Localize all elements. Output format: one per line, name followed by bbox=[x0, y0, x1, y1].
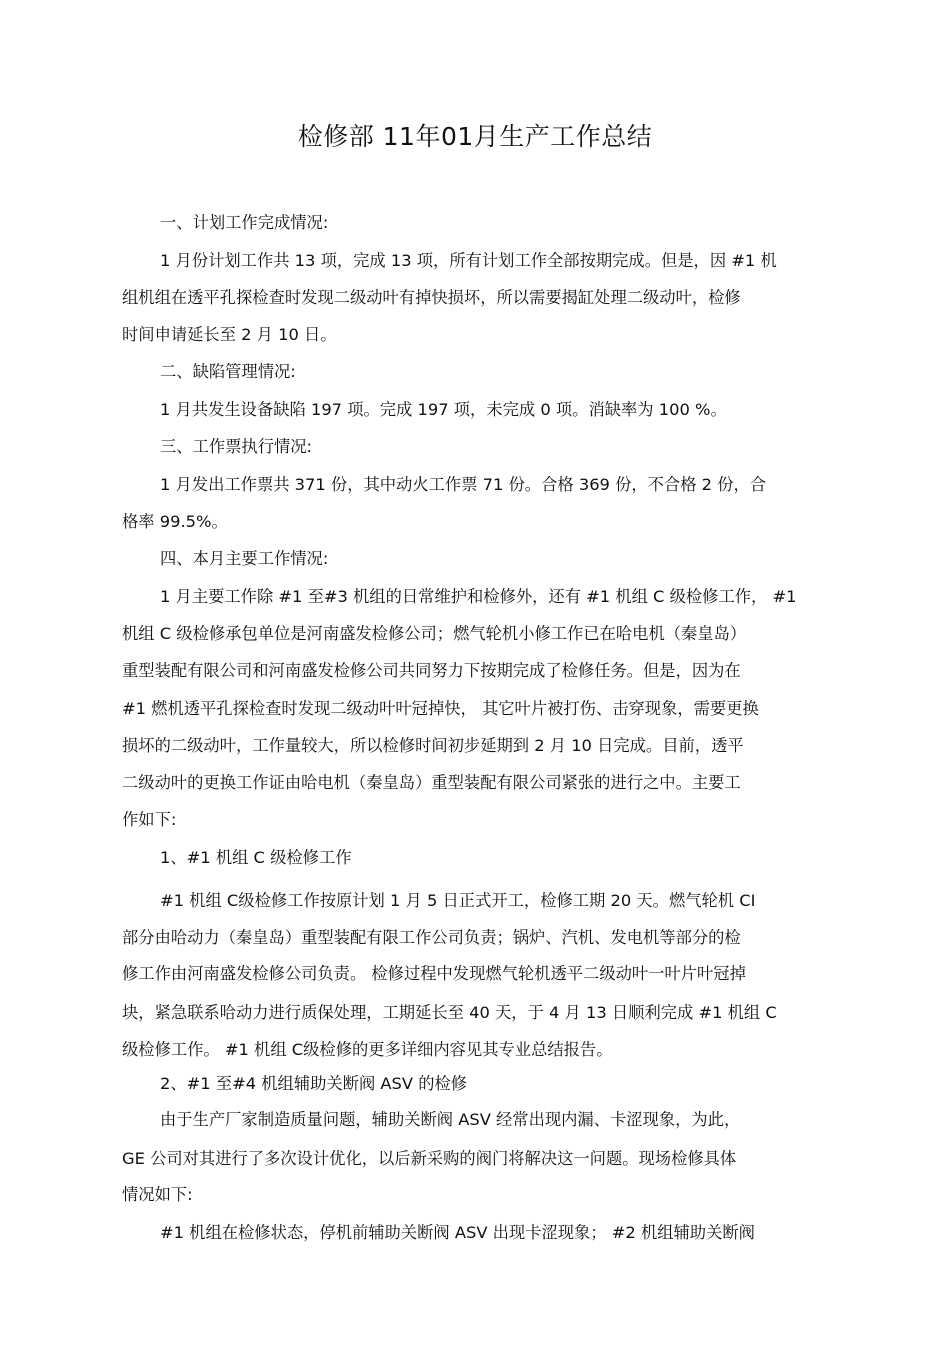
paragraph-line: 块，紧急联系哈动力进行质保处理，工期延长至 40 天，于 4 月 13 日顺利完成 #1 机组 C bbox=[122, 1003, 777, 1022]
paragraph-line: 格率 99.5%。 bbox=[122, 512, 228, 531]
paragraph-line: 二级动叶的更换工作证由哈电机（秦皇岛）重型装配有限公司紧张的进行之中。主要工 bbox=[122, 773, 741, 792]
paragraph-line: 作如下: bbox=[122, 810, 177, 829]
paragraph-line: 损坏的二级动叶，工作量较大，所以检修时间初步延期到 2 月 10 日完成。目前，透平 bbox=[122, 736, 744, 755]
document-title: 检修部 11年01月生产工作总结 bbox=[297, 122, 653, 151]
paragraph-line: 由于生产厂家制造质量问题，辅助关断阀 ASV 经常出现内漏、卡涩现象，为此， bbox=[160, 1110, 741, 1129]
paragraph-line: 组机组在透平孔探检查时发现二级动叶有掉快损坏，所以需要揭缸处理二级动叶，检修 bbox=[122, 288, 741, 307]
paragraph-line: 级检修工作。 #1 机组 C级检修的更多详细内容见其专业总结报告。 bbox=[122, 1040, 613, 1059]
paragraph-line: 部分由哈动力（秦皇岛）重型装配有限工作公司负责；锅炉、汽机、发电机等部分的检 bbox=[122, 928, 741, 947]
paragraph-line: 1 月共发生设备缺陷 197 项。完成 197 项，未完成 0 项。消缺率为 100 %。 bbox=[160, 400, 727, 419]
paragraph-line: 1 月主要工作除 #1 至#3 机组的日常维护和检修外，还有 #1 机组 C 级检修工作， #1 bbox=[160, 587, 797, 606]
paragraph-line: 重型装配有限公司和河南盛发检修公司共同努力下按期完成了检修任务。但是，因为在 bbox=[122, 661, 741, 680]
paragraph-line: 情况如下: bbox=[122, 1185, 193, 1204]
section-heading-main-work: 四、本月主要工作情况: bbox=[160, 549, 329, 568]
paragraph-line: 时间申请延长至 2 月 10 日。 bbox=[122, 325, 337, 344]
section-heading-plan: 一、计划工作完成情况: bbox=[160, 213, 329, 232]
paragraph-line: 修工作由河南盛发检修公司负责。 检修过程中发现燃气轮机透平二级动叶一叶片叶冠掉 bbox=[122, 964, 746, 983]
section-heading-tickets: 三、工作票执行情况: bbox=[160, 437, 313, 456]
paragraph-line: 机组 C 级检修承包单位是河南盛发检修公司；燃气轮机小修工作已在哈电机（秦皇岛） bbox=[122, 624, 747, 643]
paragraph-line: #1 机组 C级检修工作按原计划 1 月 5 日正式开工，检修工期 20 天。燃气轮机 CI bbox=[160, 891, 756, 910]
section-heading-defects: 二、缺陷管理情况: bbox=[160, 362, 296, 381]
subsection-heading-2: 2、#1 至#4 机组辅助关断阀 ASV 的检修 bbox=[160, 1074, 468, 1093]
paragraph-line: #1 燃机透平孔探检查时发现二级动叶叶冠掉快， 其它叶片被打伤、击穿现象，需要更换 bbox=[122, 699, 759, 718]
paragraph-line: 1 月份计划工作共 13 项，完成 13 项，所有计划工作全部按期完成。但是，因 #1 机 bbox=[160, 251, 777, 270]
paragraph-line: 1 月发出工作票共 371 份，其中动火工作票 71 份。合格 369 份，不合格 2 份，合 bbox=[160, 475, 767, 494]
subsection-heading-1: 1、#1 机组 C 级检修工作 bbox=[160, 848, 352, 867]
paragraph-line: #1 机组在检修状态，停机前辅助关断阀 ASV 出现卡涩现象； #2 机组辅助关断阀 bbox=[160, 1223, 755, 1242]
paragraph-line: GE 公司对其进行了多次设计优化，以后新采购的阀门将解决这一问题。现场检修具体 bbox=[122, 1149, 737, 1168]
